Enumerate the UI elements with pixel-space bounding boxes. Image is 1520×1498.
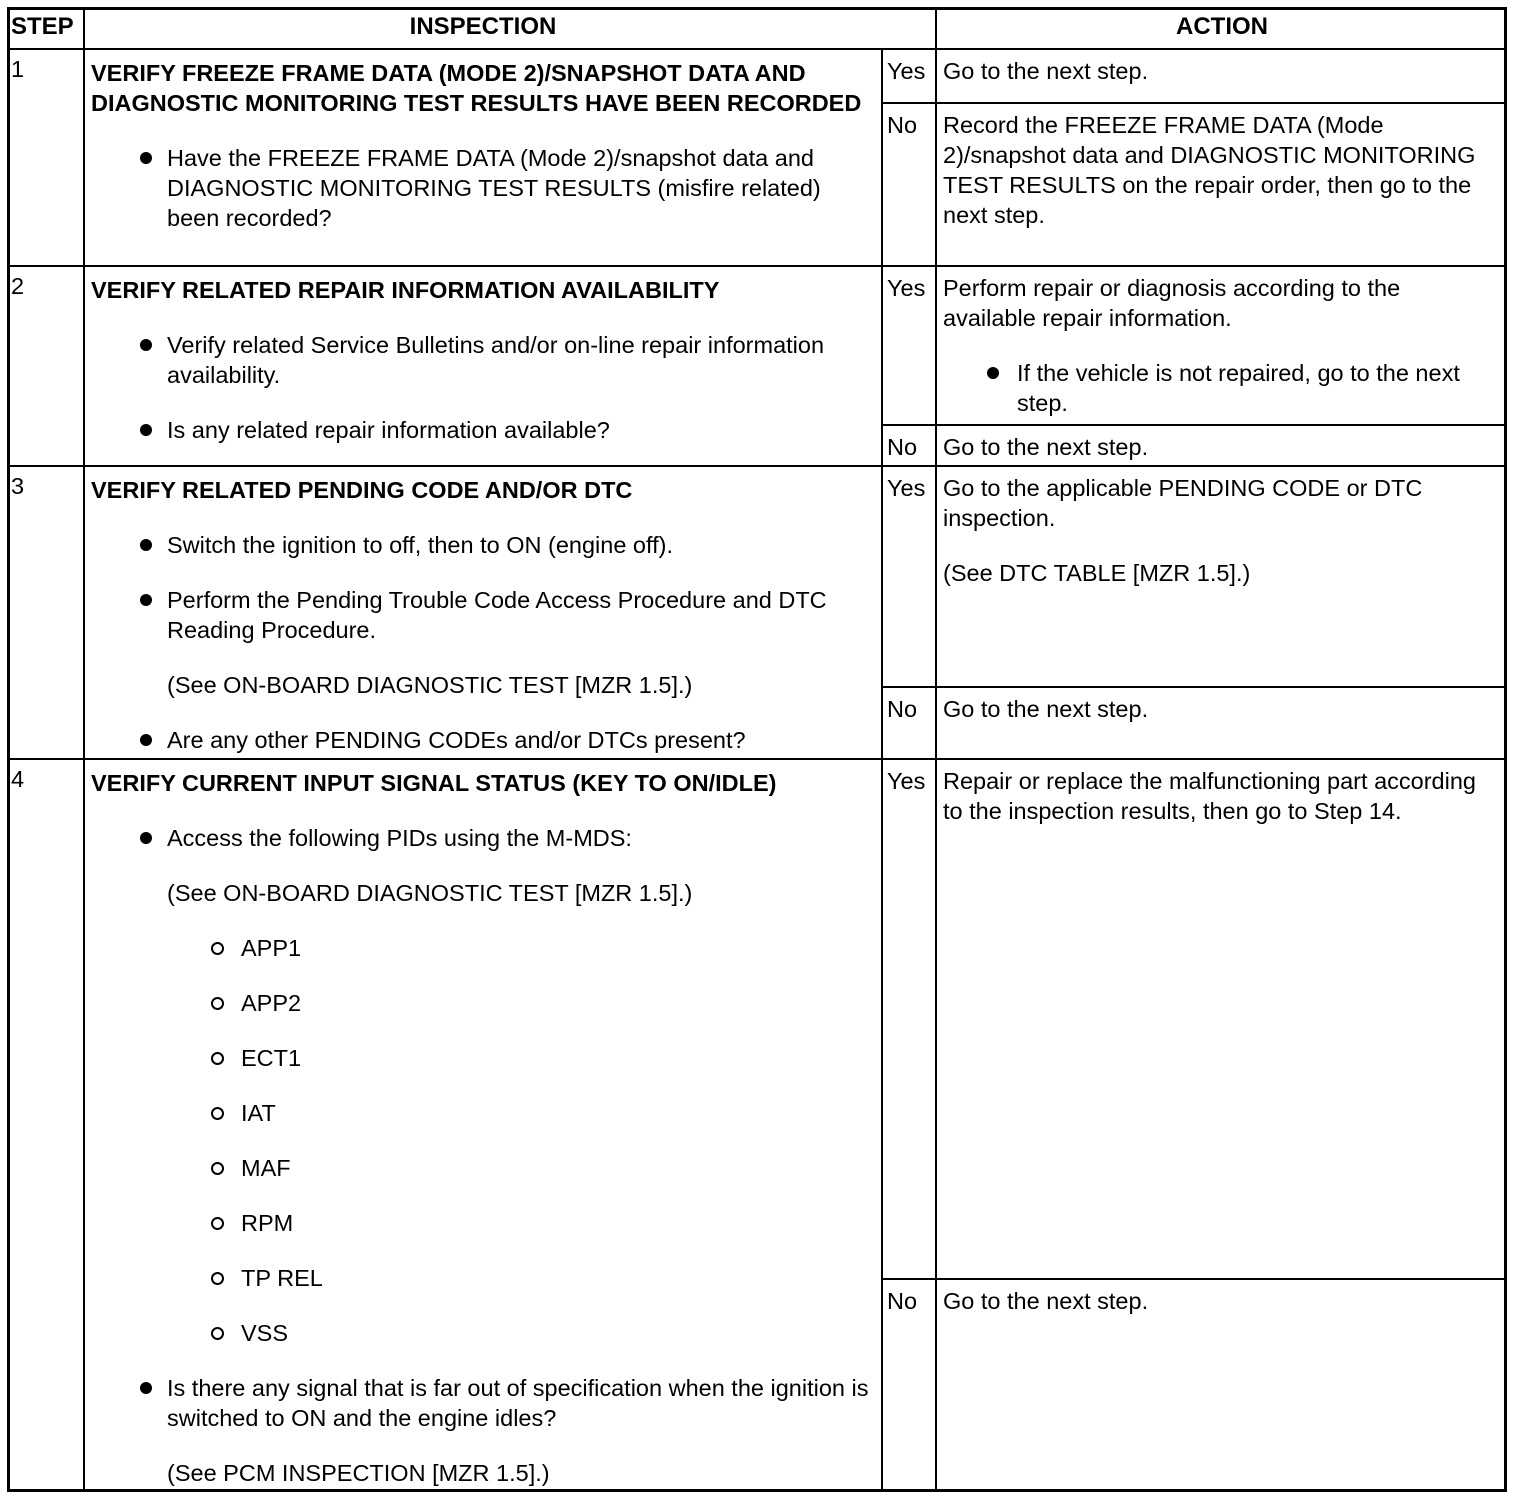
circle-bullet-icon	[211, 1327, 224, 1340]
yes-label: Yes	[887, 275, 926, 301]
inspection-bullet: Perform the Pending Trouble Code Access Procedure and DTC Reading Procedure. (See ON-BOARD DIAGNOSTIC TEST [MZR 1.5].)	[91, 585, 873, 700]
header-inspection: INSPECTION	[83, 7, 881, 48]
yes-label: Yes	[887, 768, 926, 794]
inspection-bullet: Is any related repair information available?	[91, 415, 873, 445]
yes-no-cell	[881, 467, 935, 758]
yes-action: Go to the applicable PENDING CODE or DTC inspection.	[943, 475, 1423, 531]
no-label: No	[887, 112, 918, 138]
step-number: 4	[11, 766, 25, 792]
reference-note: (See ON-BOARD DIAGNOSTIC TEST [MZR 1.5].)	[167, 880, 693, 906]
table-row-step-1	[7, 48, 1507, 265]
yes-no-cell	[881, 267, 935, 465]
header-yn-spacer	[881, 7, 935, 48]
inspection-cell	[83, 467, 881, 758]
header-step: STEP	[11, 13, 74, 40]
no-action: Go to the next step.	[943, 1288, 1149, 1314]
bullet-dot-icon	[140, 539, 152, 551]
pid-item: APP1	[91, 933, 873, 963]
inspection-cell	[83, 760, 881, 1492]
bullet-dot-icon	[140, 832, 152, 844]
step-number: 2	[11, 273, 25, 299]
pid-item: MAF	[91, 1153, 873, 1183]
reference-note: (See DTC TABLE [MZR 1.5].)	[943, 560, 1251, 586]
inspection-bullets	[91, 330, 873, 445]
action-cell	[935, 50, 1507, 265]
yes-action: Go to the next step.	[943, 58, 1149, 84]
inspection-bullets	[91, 1373, 873, 1488]
inspection-bullet: Verify related Service Bulletins and/or on-line repair information availability.	[91, 330, 873, 390]
circle-bullet-icon	[211, 1217, 224, 1230]
bullet-dot-icon	[140, 152, 152, 164]
table-row-step-2	[7, 265, 1507, 465]
action-bullets	[943, 358, 1493, 418]
no-label: No	[887, 434, 918, 460]
inspection-bullets	[91, 143, 873, 233]
circle-bullet-icon	[211, 1162, 224, 1175]
pid-item: RPM	[91, 1208, 873, 1238]
pid-item: ECT1	[91, 1043, 873, 1073]
diagnostic-table	[7, 7, 1507, 1492]
reference-note: (See PCM INSPECTION [MZR 1.5].)	[167, 1460, 550, 1486]
no-label: No	[887, 1288, 918, 1314]
yes-action: Repair or replace the malfunctioning part according to the inspection results, then go to Step 14.	[943, 768, 1476, 824]
yes-label: Yes	[887, 475, 926, 501]
circle-bullet-icon	[211, 1052, 224, 1065]
header-action: ACTION	[935, 7, 1507, 48]
pid-item: VSS	[91, 1318, 873, 1348]
bullet-dot-icon	[140, 339, 152, 351]
action-cell	[935, 267, 1507, 465]
inspection-bullet: Is there any signal that is far out of specification when the ignition is switched to ON and the engine idles? (See PCM INSPECTION [MZR 1.5].)	[91, 1373, 873, 1488]
inspection-bullet: Switch the ignition to off, then to ON (engine off).	[91, 530, 873, 560]
circle-bullet-icon	[211, 1272, 224, 1285]
inspection-title: VERIFY RELATED REPAIR INFORMATION AVAILABILITY	[91, 277, 720, 303]
reference-note: (See ON-BOARD DIAGNOSTIC TEST [MZR 1.5].)	[167, 672, 693, 698]
inspection-title: VERIFY RELATED PENDING CODE AND/OR DTC	[91, 477, 633, 503]
pid-list	[91, 933, 873, 1348]
bullet-dot-icon	[140, 734, 152, 746]
inspection-cell	[83, 267, 881, 465]
circle-bullet-icon	[211, 942, 224, 955]
circle-bullet-icon	[211, 1107, 224, 1120]
bullet-dot-icon	[140, 594, 152, 606]
inspection-bullet: Are any other PENDING CODEs and/or DTCs present?	[91, 725, 873, 755]
bullet-dot-icon	[140, 1382, 152, 1394]
inspection-bullets	[91, 530, 873, 755]
no-action: Go to the next step.	[943, 696, 1149, 722]
inspection-bullets	[91, 823, 873, 908]
table-header-row	[7, 7, 1507, 48]
bullet-dot-icon	[140, 424, 152, 436]
yes-action: Perform repair or diagnosis according to the available repair information.	[943, 275, 1401, 331]
yes-no-cell	[881, 50, 935, 265]
no-label: No	[887, 696, 918, 722]
inspection-title: VERIFY CURRENT INPUT SIGNAL STATUS (KEY TO ON/IDLE)	[91, 770, 777, 796]
no-action: Record the FREEZE FRAME DATA (Mode 2)/snapshot data and DIAGNOSTIC MONITORING TEST RESULTS on the repair order, then go to the next step.	[943, 112, 1476, 228]
step-number: 3	[11, 473, 25, 499]
pid-item: APP2	[91, 988, 873, 1018]
bullet-dot-icon	[987, 367, 999, 379]
inspection-title: VERIFY FREEZE FRAME DATA (MODE 2)/SNAPSHOT DATA AND DIAGNOSTIC MONITORING TEST RESULTS HAVE BEEN RECORDED	[91, 60, 862, 116]
yes-no-cell	[881, 760, 935, 1492]
inspection-bullet: Have the FREEZE FRAME DATA (Mode 2)/snapshot data and DIAGNOSTIC MONITORING TEST RESULTS (misfire related) been recorded?	[91, 143, 873, 233]
action-bullet: If the vehicle is not repaired, go to the next step.	[943, 358, 1493, 418]
yes-label: Yes	[887, 58, 926, 84]
circle-bullet-icon	[211, 997, 224, 1010]
inspection-bullet: Access the following PIDs using the M-MDS: (See ON-BOARD DIAGNOSTIC TEST [MZR 1.5].)	[91, 823, 873, 908]
pid-item: IAT	[91, 1098, 873, 1128]
step-number: 1	[11, 56, 25, 82]
action-cell	[935, 760, 1507, 1492]
table-row-step-3	[7, 465, 1507, 758]
table-row-step-4	[7, 758, 1507, 1492]
inspection-cell	[83, 50, 881, 265]
action-cell	[935, 467, 1507, 758]
pid-item: TP REL	[91, 1263, 873, 1293]
no-action: Go to the next step.	[943, 434, 1149, 460]
